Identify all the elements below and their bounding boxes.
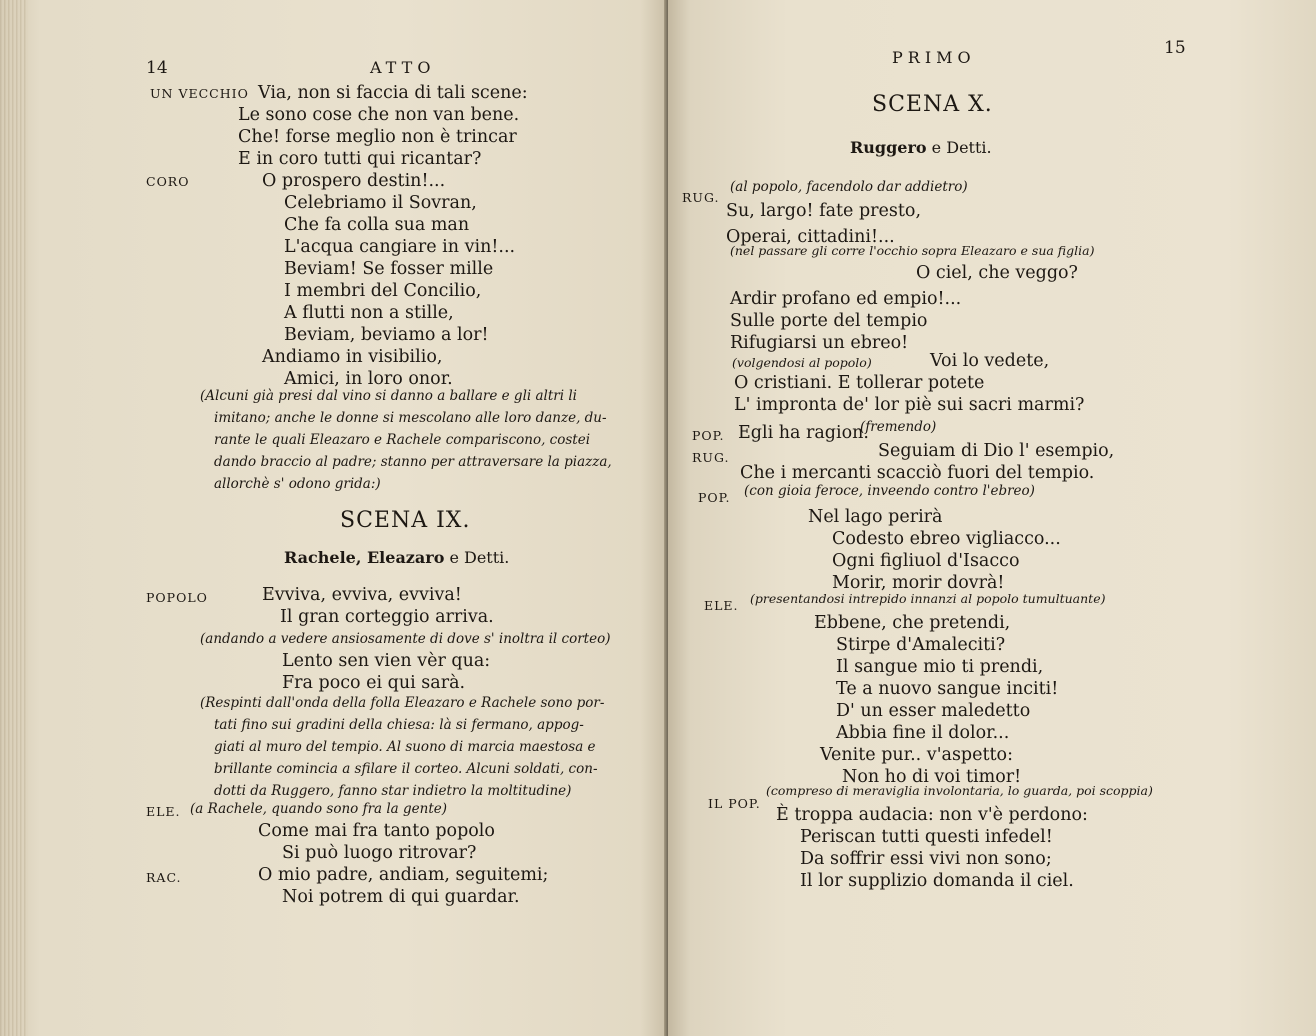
rug-direction-3: (volgendosi al popolo) <box>732 355 872 370</box>
verse-line: D' un esser maledetto <box>836 701 1031 721</box>
stage-direction-1 <box>200 385 612 495</box>
speaker-ele: ELE. <box>146 804 181 819</box>
cast-names: Rachele, Eleazaro <box>284 548 445 567</box>
verse-line: Noi potrem di qui guardar. <box>282 887 520 907</box>
direction-line: allorchè s' odono grida:) <box>214 476 381 492</box>
rug-direction: (al popolo, facendolo dar addietro) <box>730 179 968 195</box>
speaker-un-vecchio: UN VECCHIO <box>150 86 249 101</box>
cast-list-x <box>850 138 992 157</box>
verse-line: Lento sen vien vèr qua: <box>282 651 491 671</box>
direction-line: rante le quali Eleazaro e Rachele compariscono, costei <box>214 432 591 448</box>
ele-direction: (a Rachele, quando sono fra la gente) <box>190 801 448 817</box>
verse-line: Operai, cittadini!... <box>726 227 895 247</box>
verse-line: Periscan tutti questi infedel! <box>800 827 1053 847</box>
page-number-right: 15 <box>1164 38 1186 58</box>
verse-line: Stirpe d'Amaleciti? <box>836 635 1006 655</box>
verse-line: Da soffrir essi vivi non sono; <box>800 849 1052 869</box>
verse-line: Nel lago perirà <box>808 507 943 527</box>
verse-line: Codesto ebreo vigliacco... <box>832 529 1061 549</box>
verse-line: Seguiam di Dio l' esempio, <box>878 441 1115 461</box>
pop-verse-2 <box>808 506 1061 594</box>
cast-rest: e Detti. <box>444 548 510 567</box>
verse-line: Che fa colla sua man <box>284 215 470 235</box>
verse-line: Venite pur.. v'aspetto: <box>820 745 1013 765</box>
coro-verse <box>262 170 515 390</box>
il-pop-direction: (compreso di meraviglia involontaria, lo guarda, poi scoppia) <box>766 783 1153 798</box>
verse-line: Ardir profano ed empio!... <box>730 289 962 309</box>
verse-line: Il sangue mio ti prendi, <box>836 657 1044 677</box>
pop-direction-2: (con gioia feroce, inveendo contro l'ebreo) <box>744 483 1035 499</box>
direction-line: tati fino sui gradini della chiesa: là si fermano, appog- <box>214 717 584 733</box>
direction-line: dotti da Ruggero, fanno star indietro la moltitudine) <box>214 783 572 799</box>
direction-line: giati al muro del tempio. Al suono di marcia maestosa e <box>214 739 596 755</box>
vecchio-verse <box>238 82 528 170</box>
verse-line: Sulle porte del tempio <box>730 311 928 331</box>
running-head-right: PRIMO <box>892 48 976 67</box>
verse-line: Non ho di voi timor! <box>842 767 1022 787</box>
verse-line: Celebriamo il Sovran, <box>284 193 477 213</box>
verse-line: Ebbene, che pretendi, <box>814 613 1011 633</box>
direction-line: brillante comincia a sfilare il corteo. Alcuni soldati, con- <box>214 761 598 777</box>
verse-line: Si può luogo ritrovar? <box>282 843 477 863</box>
cast-names: Ruggero <box>850 138 927 157</box>
verse-line: O cristiani. E tollerar potete <box>734 373 985 393</box>
direction-line: imitano; anche le donne si mescolano alle loro danze, du- <box>214 410 607 426</box>
verse-line: Amici, in loro onor. <box>284 369 453 389</box>
stage-direction-2: (andando a vedere ansiosamente di dove s' inoltra il corteo) <box>200 631 611 647</box>
verse-line: E in coro tutti qui ricantar? <box>238 149 482 169</box>
ele-direction-right: (presentandosi intrepido innanzi al popolo tumultuante) <box>750 591 1106 606</box>
right-page <box>668 0 1316 1036</box>
il-pop-verse <box>776 804 1088 892</box>
verse-line: Che! forse meglio non è trincar <box>238 127 517 147</box>
verse-line: Su, largo! fate presto, <box>726 201 922 221</box>
verse-line: Evviva, evviva, evviva! <box>262 585 462 605</box>
verse-line: A flutti non a stille, <box>284 303 454 323</box>
verse-line: Andiamo in visibilio, <box>262 347 443 367</box>
ele-verse <box>258 820 495 864</box>
popolo-verse <box>262 584 494 628</box>
page-number-left: 14 <box>146 58 168 78</box>
stage-direction-3 <box>200 692 604 802</box>
speaker-pop-2: POP. <box>698 490 731 505</box>
scena-title-x: SCENA X. <box>872 92 993 117</box>
scena-title-ix: SCENA IX. <box>340 508 471 533</box>
verse-line: L' impronta de' lor piè sui sacri marmi? <box>734 395 1085 415</box>
verse-line: I membri del Concilio, <box>284 281 482 301</box>
verse-line: Il lor supplizio domanda il ciel. <box>800 871 1074 891</box>
direction-line: (Alcuni già presi dal vino si danno a ballare e gli altri li <box>200 388 577 404</box>
verse-line: O prospero destin!... <box>262 171 446 191</box>
speaker-popolo: POPOLO <box>146 590 208 605</box>
verse-line: Via, non si faccia di tali scene: <box>258 83 528 103</box>
speaker-coro: CORO <box>146 174 190 189</box>
direction-line: dando braccio al padre; stanno per attraversare la piazza, <box>214 454 612 470</box>
speaker-pop: POP. <box>692 428 725 443</box>
verse-line: Il gran corteggio arriva. <box>280 607 494 627</box>
verse-line: Beviam! Se fosser mille <box>284 259 494 279</box>
verse-line: Rifugiarsi un ebreo! <box>730 333 909 353</box>
verse-line: Come mai fra tanto popolo <box>258 821 495 841</box>
speaker-rac: RAC. <box>146 870 182 885</box>
speaker-il-pop: IL POP. <box>708 796 761 811</box>
rug-verse-3 <box>734 372 1084 416</box>
rug-verse-2 <box>730 288 961 354</box>
verse-line: O mio padre, andiam, seguitemi; <box>258 865 549 885</box>
popolo-verse-2 <box>282 650 490 694</box>
rug-verse-4 <box>740 440 1114 484</box>
verse-line: Beviam, beviamo a lor! <box>284 325 489 345</box>
rug-direction-2: (nel passare gli corre l'occhio sopra Eleazaro e sua figlia) <box>730 243 1095 258</box>
cast-list-ix <box>284 548 509 567</box>
verse-line: Morir, morir dovrà! <box>832 573 1005 593</box>
verse-line: Ogni figliuol d'Isacco <box>832 551 1020 571</box>
verse-line: Voi lo vedete, <box>930 351 1050 371</box>
pop-direction-1: (fremendo) <box>860 419 937 435</box>
ele-verse-right <box>814 612 1058 788</box>
speaker-ele-right: ELE. <box>704 598 739 613</box>
speaker-rug-2: RUG. <box>692 450 730 465</box>
verse-line: Egli ha ragion. <box>738 423 869 443</box>
verse-line: Che i mercanti scacciò fuori del tempio. <box>740 463 1095 483</box>
verse-line: È troppa audacia: non v'è perdono: <box>776 805 1088 825</box>
speaker-rug: RUG. <box>682 190 720 205</box>
page-edges <box>0 0 28 1036</box>
cast-rest: e Detti. <box>926 138 992 157</box>
running-head-left: ATTO <box>370 58 436 77</box>
rac-verse <box>258 864 548 908</box>
verse-line: Fra poco ei qui sarà. <box>282 673 466 693</box>
verse-line: Le sono cose che non van bene. <box>238 105 520 125</box>
verse-line: Abbia fine il dolor... <box>836 723 1010 743</box>
verse-line: L'acqua cangiare in vin!... <box>284 237 516 257</box>
verse-line: O ciel, che veggo? <box>916 263 1078 283</box>
direction-line: (Respinti dall'onda della folla Eleazaro e Rachele sono por- <box>200 695 605 711</box>
verse-line: Te a nuovo sangue inciti! <box>836 679 1059 699</box>
